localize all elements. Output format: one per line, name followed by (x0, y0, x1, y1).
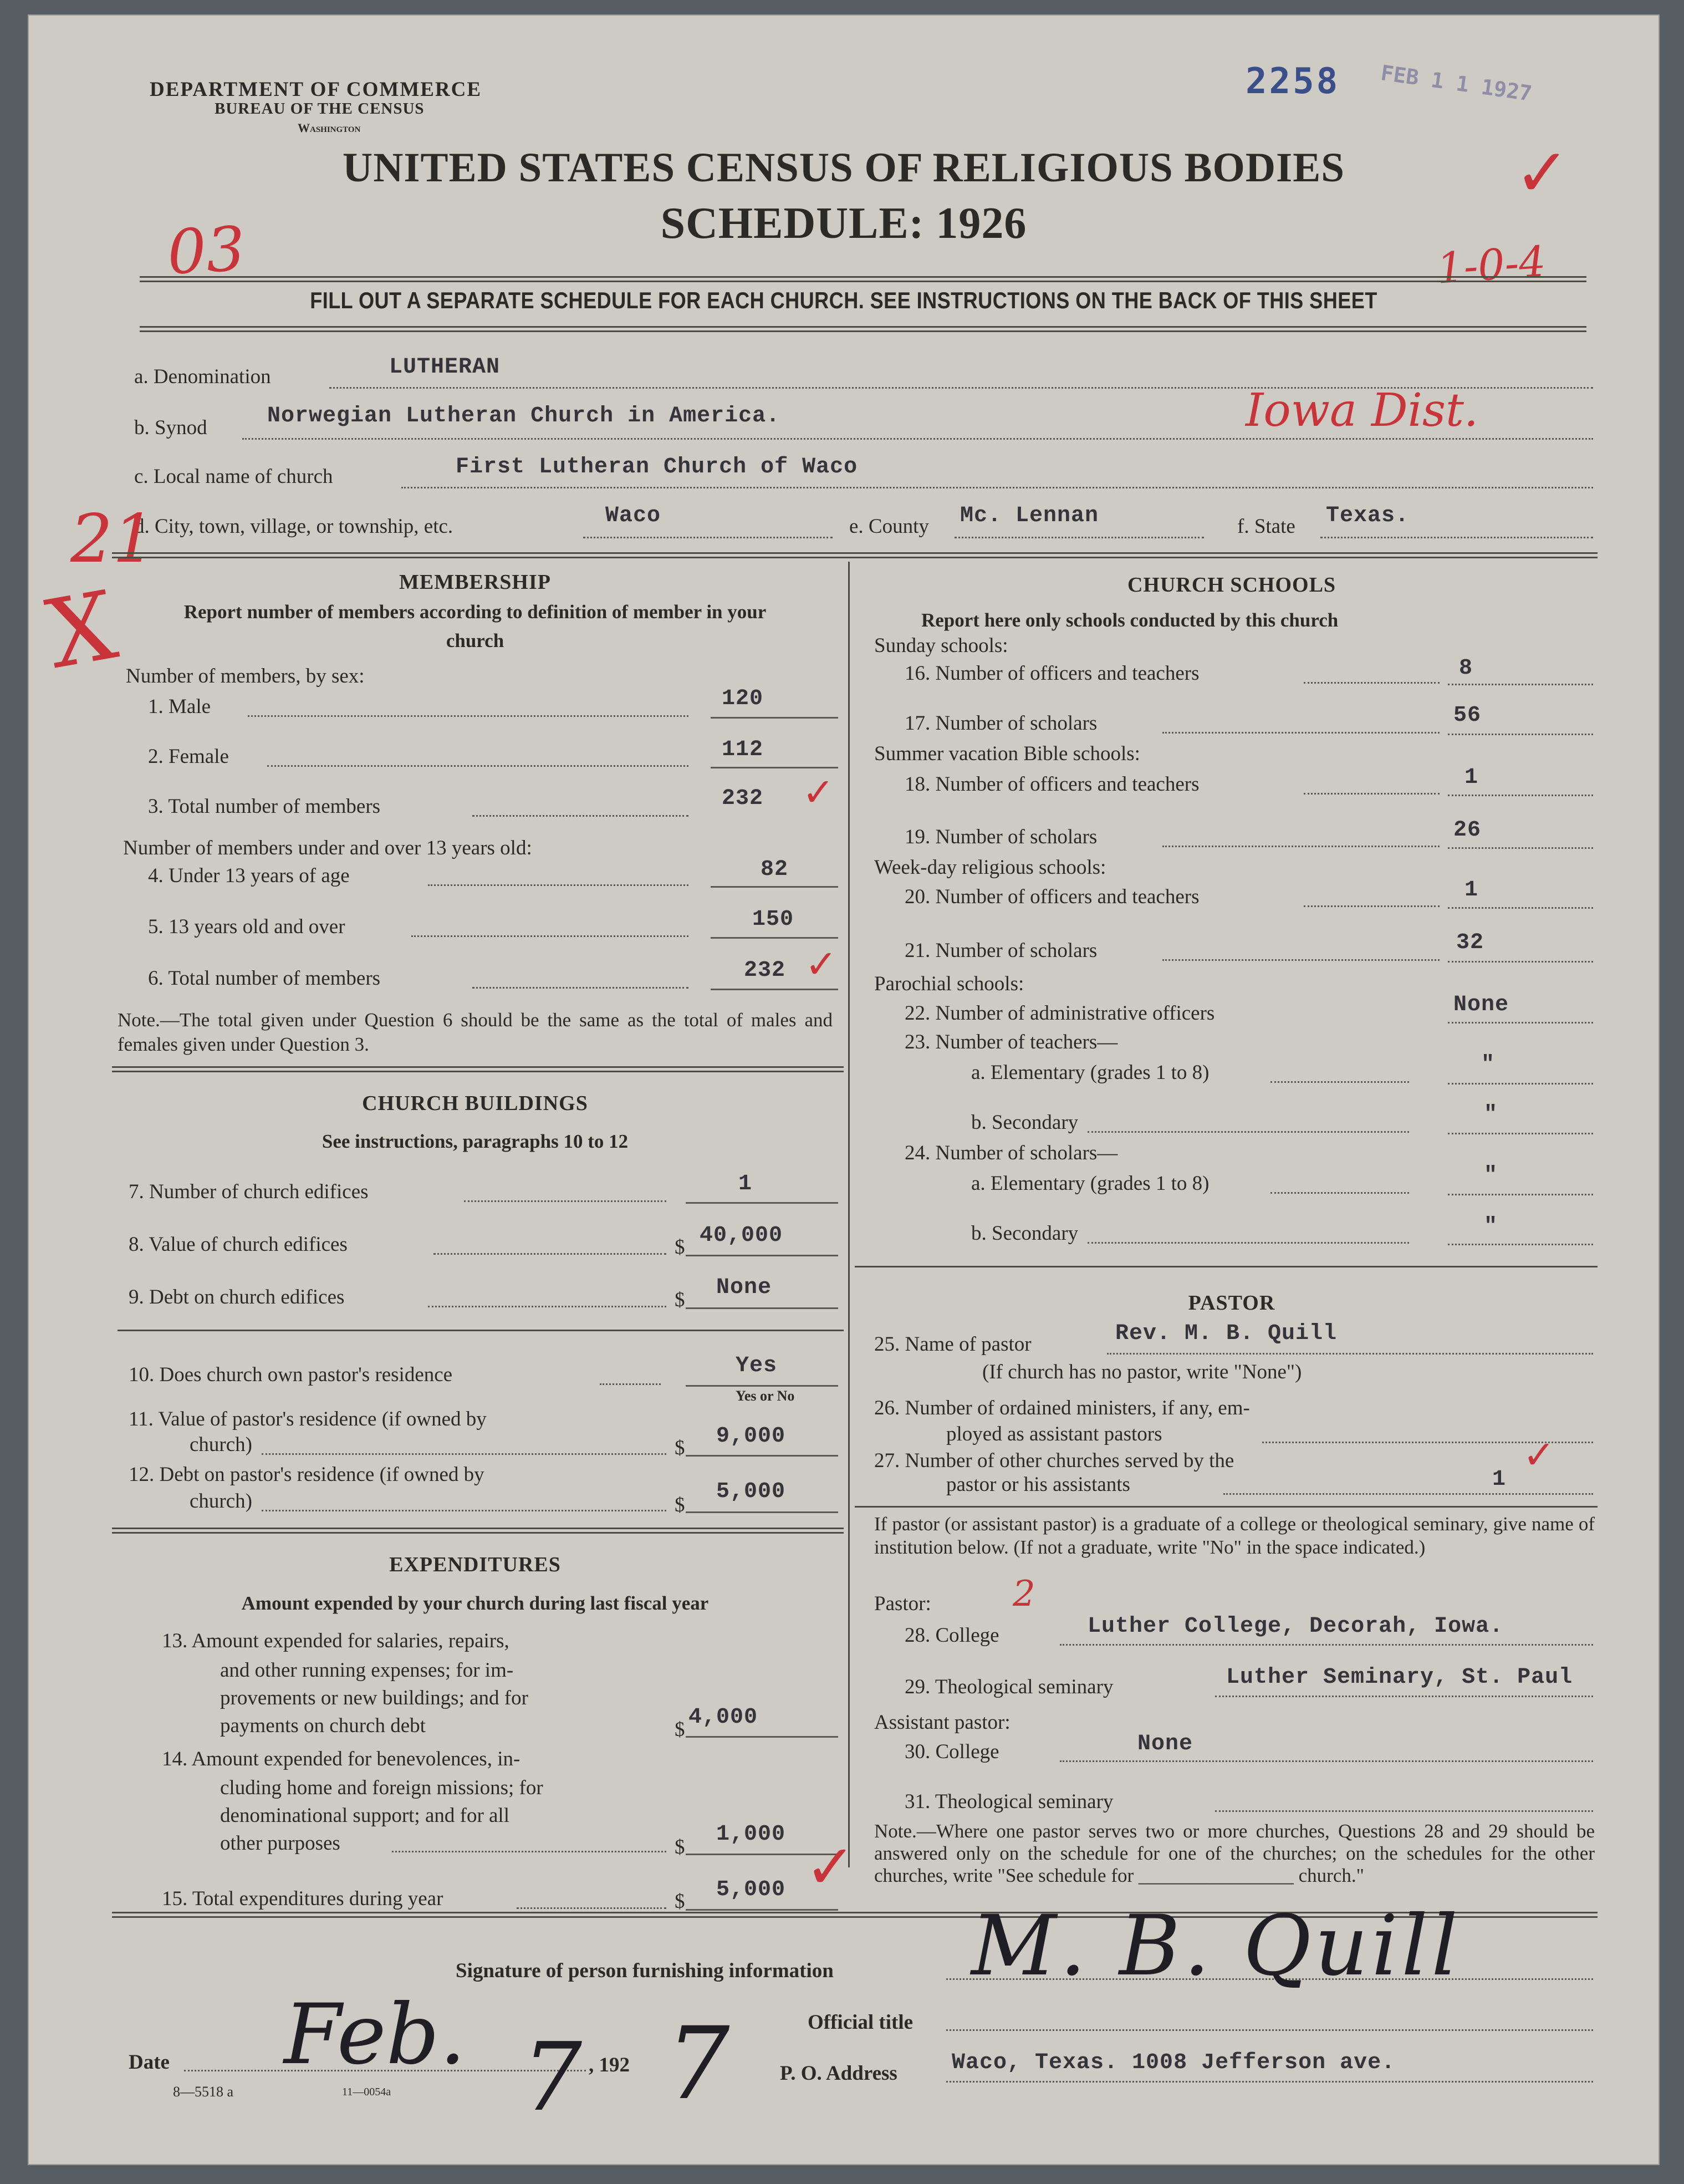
q23a-value: " (1481, 1052, 1496, 1077)
q15-leader (517, 1907, 666, 1909)
schools-title: CHURCH SCHOOLS (1127, 573, 1336, 597)
received-date-stamp: FEB 1 1 1927 (1379, 60, 1534, 106)
county-line (955, 537, 1204, 538)
q12-answer-line (686, 1511, 838, 1513)
q6-check: ✓ (805, 941, 838, 987)
po-address-value: Waco, Texas. 1008 Jefferson ave. (952, 2050, 1396, 2075)
census-schedule-page (29, 16, 1659, 2164)
q13-value: 4,000 (688, 1705, 758, 1730)
q3-check: ✓ (802, 770, 835, 815)
q27-leader (1223, 1493, 1593, 1495)
q20-answer-line (1448, 907, 1593, 909)
q27-value: 1 (1492, 1467, 1507, 1492)
q14-line-3: denominational support; and for all (220, 1804, 509, 1827)
q19-label: 19. Number of scholars (905, 826, 1098, 848)
county-value: Mc. Lennan (960, 503, 1099, 528)
q19-leader (1162, 846, 1440, 847)
q22-answer-line (1448, 1022, 1593, 1024)
buildings-title: CHURCH BUILDINGS (362, 1092, 588, 1115)
city-label: d. City, town, village, or township, etc. (134, 515, 453, 538)
q30-label: 30. College (905, 1740, 999, 1763)
q14-line-1: 14. Amount expended for benevolences, in- (162, 1748, 520, 1770)
synod-line (242, 438, 1593, 440)
q19-value: 26 (1453, 818, 1482, 843)
header-rule-bottom (140, 326, 1586, 332)
q2-leader (267, 765, 688, 767)
year-prefix: , 192 (589, 2054, 630, 2076)
q9-dollar: $ (675, 1289, 685, 1311)
buildings-subtitle: See instructions, paragraphs 10 to 12 (322, 1131, 629, 1152)
q27-label-1: 27. Number of other churches served by the (874, 1449, 1234, 1472)
q23a-label: a. Elementary (grades 1 to 8) (971, 1061, 1210, 1084)
q20-value: 1 (1464, 878, 1479, 903)
q18-value: 1 (1464, 765, 1479, 790)
graduate-instruction: If pastor (or assistant pastor) is a graduate of a college or theological seminary, give name of institution below. (If not a graduate, write "No" in the space indicated.) (874, 1513, 1595, 1558)
state-line (1320, 537, 1593, 538)
q28-value: Luther College, Decorah, Iowa. (1088, 1614, 1504, 1639)
q24a-value: " (1484, 1163, 1498, 1188)
q27-label-2: pastor or his assistants (946, 1473, 1130, 1496)
q8-leader (433, 1253, 666, 1255)
q15-dollar: $ (675, 1890, 685, 1913)
q29-line (1215, 1696, 1593, 1697)
q30-line (1060, 1760, 1593, 1762)
q19-answer-line (1448, 847, 1593, 849)
q3-leader (472, 815, 688, 817)
header-rule-top (140, 276, 1586, 282)
pastor-title: PASTOR (1188, 1291, 1275, 1315)
form-number: 8—5518 a (173, 2084, 234, 2100)
signature: M. B. Quill (971, 1898, 1462, 1994)
q23-label: 23. Number of teachers— (905, 1031, 1118, 1053)
q21-leader (1162, 959, 1440, 961)
red-checkmark: ✓ (1514, 135, 1570, 212)
q13-line-1: 13. Amount expended for salaries, repairs, (162, 1630, 509, 1652)
q9-leader (428, 1306, 666, 1307)
margin-cross: X (39, 570, 125, 691)
summer-schools-label: Summer vacation Bible schools: (874, 742, 1140, 765)
handwritten-mark-2: 2 (1013, 1574, 1035, 1615)
weekday-schools-label: Week-day religious schools: (874, 856, 1106, 879)
q13-line-4: payments on church debt (220, 1714, 426, 1737)
date-label: Date (129, 2051, 170, 2074)
rule-before-graduates (855, 1506, 1598, 1508)
q15-value: 5,000 (716, 1877, 786, 1902)
section-rule (112, 552, 1598, 558)
department-heading: DEPARTMENT OF COMMERCE (150, 78, 482, 101)
q21-label: 21. Number of scholars (905, 939, 1098, 962)
state-value: Texas. (1326, 503, 1410, 528)
county-label: e. County (849, 515, 929, 538)
q28-label: 28. College (905, 1624, 999, 1647)
q1-leader (248, 715, 688, 717)
pastor-subheading: Pastor: (874, 1592, 931, 1615)
q9-answer-line (686, 1307, 838, 1309)
q29-label: 29. Theological seminary (905, 1676, 1114, 1698)
year-digit: 7 (666, 2006, 730, 2122)
q14-value: 1,000 (716, 1822, 786, 1847)
form-title: UNITED STATES CENSUS OF RELIGIOUS BODIES (343, 145, 1345, 191)
q18-answer-line (1448, 795, 1593, 796)
q15-answer-line (686, 1909, 838, 1911)
q12-value: 5,000 (716, 1479, 786, 1504)
q24b-label: b. Secondary (971, 1222, 1079, 1245)
q31-label: 31. Theological seminary (905, 1790, 1114, 1813)
q8-label: 8. Value of church edifices (129, 1233, 348, 1256)
q26-label-1: 26. Number of ordained ministers, if any, em- (874, 1397, 1250, 1419)
q23b-leader (1088, 1131, 1409, 1133)
po-address-line (946, 2081, 1593, 2083)
q24a-label: a. Elementary (grades 1 to 8) (971, 1172, 1210, 1195)
handwritten-code-104: 1-0-4 (1435, 236, 1548, 293)
city-heading: Washington (298, 121, 361, 135)
rule-after-q9 (118, 1330, 844, 1331)
q4-label: 4. Under 13 years of age (148, 864, 350, 887)
expenditures-subtitle: Amount expended by your church during last fiscal year (241, 1592, 709, 1614)
official-title-label: Official title (808, 2011, 914, 2034)
rule-before-pastor (855, 1266, 1598, 1267)
q3-value: 232 (722, 786, 764, 811)
q23b-value: " (1484, 1102, 1498, 1127)
signature-label: Signature of person furnishing information (456, 1959, 834, 1982)
q24a-answer-line (1448, 1194, 1593, 1195)
q10-leader (600, 1383, 661, 1385)
q27-check: ✓ (1523, 1432, 1555, 1478)
q14-dollar: $ (675, 1836, 685, 1859)
q31-line (1215, 1810, 1593, 1812)
local-name-label: c. Local name of church (134, 465, 333, 488)
po-address-label: P. O. Address (780, 2062, 897, 2085)
city-value: Waco (605, 503, 661, 528)
q5-leader (411, 935, 688, 937)
q16-answer-line (1448, 684, 1593, 685)
q20-leader (1304, 905, 1440, 907)
fill-out-instruction: FILL OUT A SEPARATE SCHEDULE FOR EACH CHURCH. SEE INSTRUCTIONS ON THE BACK OF THIS SHEET (310, 287, 1377, 313)
rule-after-buildings (112, 1528, 844, 1534)
membership-note: Note.—The total given under Question 6 should be the same as the total of males and females given under Question 3. (118, 1009, 833, 1055)
rule-after-membership (112, 1066, 844, 1072)
q16-leader (1304, 682, 1440, 684)
q7-label: 7. Number of church edifices (129, 1180, 369, 1203)
q30-value: None (1137, 1732, 1193, 1757)
q14-line-4: other purposes (220, 1832, 340, 1855)
q6-label: 6. Total number of members (148, 967, 381, 990)
q17-label: 17. Number of scholars (905, 712, 1098, 735)
q13-answer-line (686, 1736, 838, 1738)
q23b-label: b. Secondary (971, 1111, 1079, 1134)
q17-leader (1162, 732, 1440, 734)
q14-leader (392, 1851, 666, 1852)
q23b-answer-line (1448, 1133, 1593, 1134)
q2-value: 112 (722, 737, 764, 762)
q24a-leader (1270, 1192, 1409, 1194)
official-title-line (946, 2029, 1593, 2031)
q8-value: 40,000 (700, 1223, 783, 1248)
q11-answer-line (686, 1455, 838, 1457)
yes-or-no-hint: Yes or No (736, 1388, 795, 1404)
print-number: 11—0054a (342, 2086, 391, 2098)
sunday-schools-label: Sunday schools: (874, 634, 1008, 657)
q25-value: Rev. M. B. Quill (1115, 1321, 1338, 1346)
q25-instruction: (If church has no pastor, write "None") (982, 1361, 1302, 1383)
q11-label-2: church) (190, 1433, 252, 1456)
q17-answer-line (1448, 734, 1593, 735)
handwritten-district: Iowa Dist. (1246, 384, 1478, 437)
q23a-leader (1270, 1081, 1409, 1083)
q11-dollar: $ (675, 1437, 685, 1459)
q12-label-1: 12. Debt on pastor's residence (if owned by (129, 1463, 484, 1486)
state-label: f. State (1237, 515, 1295, 538)
q7-leader (464, 1200, 666, 1202)
q2-label: 2. Female (148, 745, 229, 768)
handwritten-code-03: 03 (165, 213, 247, 288)
q7-answer-line (686, 1202, 838, 1204)
assistant-subheading: Assistant pastor: (874, 1711, 1011, 1734)
parochial-schools-label: Parochial schools: (874, 973, 1024, 995)
pastor-note: Note.—Where one pastor serves two or more churches, Questions 28 and 29 should be answered only on the schedule for one of the churches; on the schedules for the other churches, write "See schedule for ________________ church." (874, 1820, 1595, 1886)
q4-leader (428, 884, 688, 886)
q21-value: 32 (1456, 930, 1484, 955)
q5-answer-line (711, 937, 838, 939)
q6-answer-line (711, 989, 838, 990)
synod-label: b. Synod (134, 416, 207, 439)
membership-subtitle: Report number of members according to definition of member in your church (183, 601, 767, 651)
q24-label: 24. Number of scholars— (905, 1142, 1118, 1164)
q16-value: 8 (1459, 656, 1473, 681)
q10-answer-line (686, 1385, 838, 1387)
local-name-value: First Lutheran Church of Waco (456, 455, 858, 480)
membership-title: MEMBERSHIP (399, 571, 551, 594)
by-sex-label: Number of members, by sex: (126, 665, 365, 688)
q28-line (1060, 1644, 1593, 1646)
q4-value: 82 (761, 857, 789, 882)
date-day: 7 (522, 2023, 583, 2132)
column-divider (848, 562, 850, 1867)
expenditures-title: EXPENDITURES (389, 1553, 561, 1576)
q20-label: 20. Number of officers and teachers (905, 885, 1200, 908)
q1-value: 120 (722, 686, 764, 711)
q7-value: 1 (738, 1172, 753, 1197)
by-age-label: Number of members under and over 13 years old: (123, 837, 532, 859)
q24b-value: " (1484, 1214, 1498, 1239)
q5-label: 5. 13 years old and over (148, 915, 345, 938)
q8-answer-line (686, 1255, 838, 1256)
q4-answer-line (711, 886, 838, 888)
q10-label: 10. Does church own pastor's residence (129, 1363, 453, 1386)
q18-label: 18. Number of officers and teachers (905, 773, 1200, 796)
q22-label: 22. Number of administrative officers (905, 1002, 1215, 1025)
q18-leader (1304, 793, 1440, 795)
bureau-heading: BUREAU OF THE CENSUS (215, 100, 425, 118)
q12-label-2: church) (190, 1490, 252, 1513)
serial-number: 2258 (1246, 61, 1340, 102)
q22-value: None (1453, 992, 1509, 1017)
q23a-answer-line (1448, 1083, 1593, 1085)
q3-label: 3. Total number of members (148, 795, 381, 818)
q9-label: 9. Debt on church edifices (129, 1286, 345, 1309)
q12-dollar: $ (675, 1494, 685, 1516)
q6-value: 232 (744, 958, 786, 983)
q5-value: 150 (752, 907, 794, 932)
q1-answer-line (711, 717, 838, 719)
q29-value: Luther Seminary, St. Paul (1226, 1665, 1573, 1690)
q9-value: None (716, 1275, 772, 1300)
q15-check: ✓ (805, 1831, 856, 1902)
q12-leader (262, 1510, 666, 1511)
q24b-answer-line (1448, 1244, 1593, 1245)
q8-dollar: $ (675, 1236, 685, 1259)
q17-value: 56 (1453, 703, 1482, 728)
local-name-line (401, 487, 1593, 488)
q24b-leader (1088, 1242, 1409, 1244)
q21-answer-line (1448, 961, 1593, 963)
q11-value: 9,000 (716, 1424, 786, 1449)
q26-label-2: ployed as assistant pastors (946, 1423, 1162, 1445)
q11-label-1: 11. Value of pastor's residence (if owned by (129, 1408, 487, 1430)
denomination-label: a. Denomination (134, 365, 271, 388)
q25-label: 25. Name of pastor (874, 1333, 1032, 1356)
schedule-title: SCHEDULE: 1926 (660, 199, 1027, 248)
q13-line-3: provements or new buildings; and for (220, 1687, 528, 1709)
q11-leader (262, 1453, 666, 1455)
margin-mark-21: 21 (70, 501, 155, 578)
q1-label: 1. Male (148, 695, 211, 718)
schools-subtitle: Report here only schools conducted by this church (921, 609, 1339, 631)
q13-dollar: $ (675, 1718, 685, 1741)
city-line (583, 537, 833, 538)
q13-line-2: and other running expenses; for im- (220, 1659, 514, 1682)
q25-line (1107, 1353, 1593, 1355)
date-month: Feb. (284, 1987, 466, 2083)
denomination-value: LUTHERAN (389, 355, 501, 380)
q10-value: Yes (736, 1353, 778, 1378)
q16-label: 16. Number of officers and teachers (905, 662, 1200, 685)
q14-line-2: cluding home and foreign missions; for (220, 1776, 543, 1799)
q6-leader (472, 987, 688, 989)
synod-value: Norwegian Lutheran Church in America. (267, 404, 780, 429)
q15-label: 15. Total expenditures during year (162, 1887, 443, 1910)
q2-answer-line (711, 767, 838, 768)
